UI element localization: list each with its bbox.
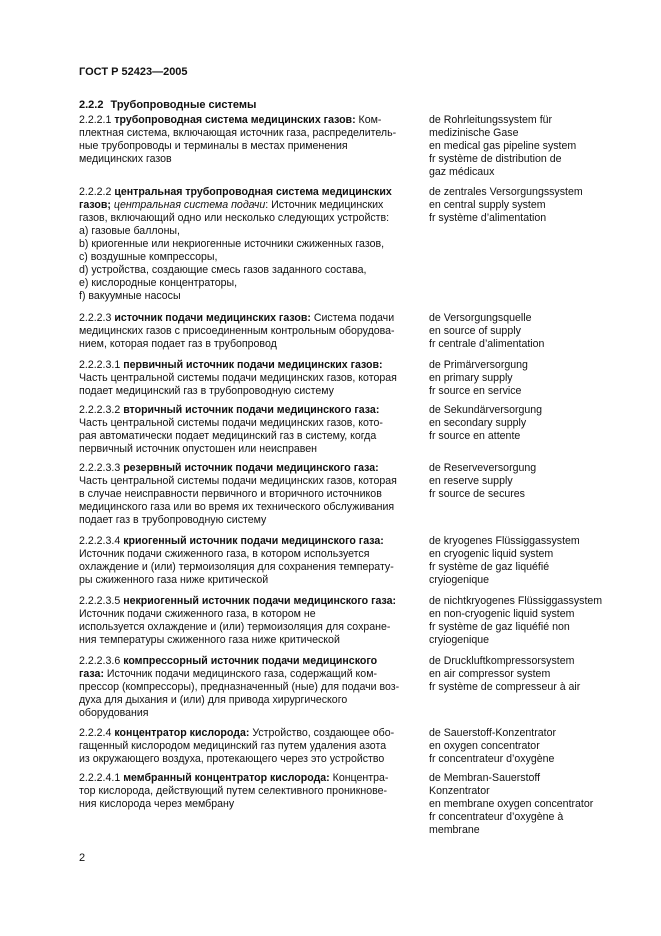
definition-text: 2.2.2.1 (79, 114, 115, 126)
definition-line (79, 430, 409, 443)
definition-line (79, 462, 409, 475)
term-translations (429, 727, 629, 766)
term-name: концентратор кислорода: (114, 727, 250, 739)
definition-line (79, 772, 409, 785)
translation-line: en oxygen concentrator (429, 740, 540, 752)
definition-text: ные трубопроводы и терминалы в местах применения (79, 140, 348, 152)
definition-text: подает медицинский газ в трубопроводную систему (79, 385, 334, 397)
term-translations (429, 462, 629, 501)
definition-text: гащенный кислородом медицинский газ путем удаления азота (79, 740, 387, 752)
definition-text: Источник подачи сжиженного газа, в котором используется (79, 548, 370, 560)
definition-text: рая автоматически подает медицинский газ в систему, когда (79, 430, 377, 442)
definition-text: 2.2.2.3.1 (79, 359, 124, 371)
definition-text: Часть центральной системы подачи медицинских газов, которая (79, 372, 397, 384)
term-translations (429, 595, 629, 647)
translation-line: en reserve supply (429, 475, 513, 487)
definition-text: подает газ в трубопроводную систему (79, 514, 267, 526)
translation-line: fr source de secures (429, 488, 525, 500)
term-definition-ru (79, 462, 409, 527)
translation-line: de zentrales Versorgungssystem (429, 186, 583, 198)
definition-line (79, 785, 409, 798)
definition-text: тор кислорода, действующий путем селективного проникнове- (79, 785, 388, 797)
definition-text: ния кислорода через мембрану (79, 798, 235, 810)
term-name: первичный источник подачи медицинских газов: (123, 359, 383, 371)
definition-line (79, 655, 409, 668)
translation-line: de Sauerstoff-Konzentrator (429, 727, 557, 739)
definition-line (79, 694, 409, 707)
term-definition-ru (79, 114, 409, 166)
definition-text: 2.2.2.3.6 (79, 655, 124, 667)
definition-line (79, 372, 409, 385)
term-name: некриогенный источник подачи медицинского газа: (123, 595, 397, 607)
definition-line (79, 595, 409, 608)
translation-line: de nichtkryogenes Flüssiggassystem (429, 595, 603, 607)
definition-text: Источник подачи медицинского газа, содержащий ком- (103, 668, 378, 680)
term-translations (429, 655, 629, 694)
definition-text: Источник подачи сжиженного газа, в котором не (79, 608, 316, 620)
translation-line: fr source en service (429, 385, 522, 397)
definition-line (79, 212, 409, 225)
term-definition-ru (79, 595, 409, 647)
definition-line (79, 153, 409, 166)
definition-line (79, 238, 409, 251)
translation-line: de Reserveversorgung (429, 462, 537, 474)
translation-line: en medical gas pipeline system (429, 140, 577, 152)
section-number: 2.2.2 (79, 99, 104, 111)
term-translations (429, 772, 629, 837)
definition-line (79, 548, 409, 561)
term-translations (429, 359, 629, 398)
definition-text: Часть центральной системы подачи медицинских газов, которая (79, 475, 397, 487)
definition-line (79, 277, 409, 290)
definition-text: оборудования (79, 707, 149, 719)
term-definition-ru (79, 535, 409, 587)
definition-text: 2.2.2.4 (79, 727, 115, 739)
translation-line: de Sekundärversorgung (429, 404, 543, 416)
definition-text: медицинских газов (79, 153, 172, 165)
translation-line: de Versorgungsquelle (429, 312, 532, 324)
translation-line: membrane (429, 824, 480, 836)
translation-line: medizinische Gase (429, 127, 519, 139)
translation-line: en secondary supply (429, 417, 527, 429)
translation-line: de Druckluftkompressorsystem (429, 655, 575, 667)
definition-text: из окружающего воздуха, протекающего через это устройство (79, 753, 385, 765)
definition-text: используется охлаждение и (или) термоизоляция для сохране- (79, 621, 391, 633)
definition-text: : Источник медицинских (265, 199, 384, 211)
definition-line (79, 621, 409, 634)
definition-line (79, 798, 409, 811)
definition-line (79, 501, 409, 514)
term-name: резервный источник подачи медицинского газа: (123, 462, 379, 474)
definition-line (79, 535, 409, 548)
translation-line: de Primärversorgung (429, 359, 528, 371)
definition-line (79, 681, 409, 694)
term-translations (429, 186, 629, 225)
translation-line: fr système d’alimentation (429, 212, 547, 224)
definition-line (79, 225, 409, 238)
definition-line (79, 199, 409, 212)
translation-line: fr système de gaz liquéfié non (429, 621, 570, 633)
translation-line: en source of supply (429, 325, 521, 337)
term-definition-ru (79, 727, 409, 766)
term-name: вторичный источник подачи медицинского газа: (123, 404, 380, 416)
definition-text: медицинских газов с присоединенным контрольным оборудова- (79, 325, 395, 337)
translation-line: fr centrale d’alimentation (429, 338, 545, 350)
definition-text: e) кислородные концентраторы, (79, 277, 238, 289)
definition-line (79, 443, 409, 456)
definition-line (79, 608, 409, 621)
definition-line (79, 127, 409, 140)
definition-line (79, 634, 409, 647)
term-translations (429, 535, 629, 587)
term-definition-ru (79, 186, 409, 303)
definition-text: 2.2.2.2 (79, 186, 115, 198)
definition-text: b) криогенные или некриогенные источники сжиженных газов, (79, 238, 385, 250)
term-name: мембранный концентратор кислорода: (123, 772, 330, 784)
definition-text: медицинского газа или во время их технического обслуживания (79, 501, 395, 513)
definition-line (79, 404, 409, 417)
translation-line: fr système de distribution de (429, 153, 562, 165)
translation-line: fr source en attente (429, 430, 521, 442)
term-synonym: центральная система подачи (113, 199, 266, 211)
translation-line: en air compressor system (429, 668, 551, 680)
term-translations (429, 312, 629, 351)
definition-text: a) газовые баллоны, (79, 225, 180, 237)
definition-line (79, 385, 409, 398)
translation-line: gaz médicaux (429, 166, 495, 178)
term-translations (429, 114, 629, 179)
translation-line: en central supply system (429, 199, 546, 211)
term-definition-ru (79, 312, 409, 351)
definition-line (79, 488, 409, 501)
definition-text: ры сжиженного газа ниже критической (79, 574, 269, 586)
term-name: трубопроводная система медицинских газов: (114, 114, 356, 126)
term-translations (429, 404, 629, 443)
definition-line (79, 290, 409, 303)
definition-text: c) воздушные компрессоры, (79, 251, 218, 263)
term-name: газа: (79, 668, 104, 680)
definition-text: ния температуры сжиженного газа ниже критической (79, 634, 340, 646)
definition-text: Концентра- (329, 772, 389, 784)
definition-text: 2.2.2.3.2 (79, 404, 124, 416)
definition-text: Устройство, создающее обо- (249, 727, 395, 739)
translation-line: fr concentrateur d’oxygène (429, 753, 555, 765)
term-definition-ru (79, 404, 409, 456)
definition-line (79, 251, 409, 264)
definition-line (79, 561, 409, 574)
definition-line (79, 114, 409, 127)
term-definition-ru (79, 655, 409, 720)
translation-line: fr système de gaz liquéfié (429, 561, 550, 573)
definition-text: Ком- (355, 114, 382, 126)
definition-line (79, 325, 409, 338)
definition-text: газов, включающий одно или несколько следующих устройств: (79, 212, 390, 224)
definition-line (79, 264, 409, 277)
translation-line: en cryogenic liquid system (429, 548, 554, 560)
definition-text: 2.2.2.3.3 (79, 462, 124, 474)
term-name: компрессорный источник подачи медицинского (123, 655, 378, 667)
definition-text: нием, которая подает газ в трубопровод (79, 338, 277, 350)
term-name: газов; (79, 199, 111, 211)
definition-text: плектная система, включающая источник газа, распределитель- (79, 127, 397, 139)
definition-text: 2.2.2.3.4 (79, 535, 124, 547)
translation-line: en membrane oxygen concentrator (429, 798, 594, 810)
definition-line (79, 514, 409, 527)
definition-text: духа для дыхания и (или) для привода хирургического (79, 694, 348, 706)
definition-text: в случае неисправности первичного и вторичного источников (79, 488, 382, 500)
definition-text: прессор (компрессоры), предназначенный (ные) для подачи воз- (79, 681, 400, 693)
term-name: источник подачи медицинских газов: (114, 312, 311, 324)
definition-text: Система подачи (310, 312, 395, 324)
definition-text: 2.2.2.3 (79, 312, 115, 324)
definition-line (79, 475, 409, 488)
translation-line: cryiogenique (429, 574, 490, 586)
definition-text: 2.2.2.3.5 (79, 595, 124, 607)
definition-text: Часть центральной системы подачи медицинских газов, кото- (79, 417, 383, 429)
definition-text: первичный источник опустошен или неисправен (79, 443, 317, 455)
definition-text: 2.2.2.4.1 (79, 772, 124, 784)
translation-line: cryiogenique (429, 634, 490, 646)
translation-line: de Membran-Sauerstoff (429, 772, 541, 784)
translation-line: fr concentrateur d’oxygène à (429, 811, 564, 823)
definition-text: f) вакуумные насосы (79, 290, 181, 302)
section-heading (79, 99, 256, 112)
term-definition-ru (79, 359, 409, 398)
definition-line (79, 140, 409, 153)
translation-line: en primary supply (429, 372, 513, 384)
definition-line (79, 312, 409, 325)
translation-line: fr système de compresseur à air (429, 681, 581, 693)
definition-line (79, 707, 409, 720)
term-name: центральная трубопроводная система медицинских (114, 186, 392, 198)
definition-line (79, 668, 409, 681)
definition-line (79, 186, 409, 199)
page-number: 2 (79, 852, 86, 864)
definition-line (79, 727, 409, 740)
definition-text: охлаждение и (или) термоизоляция для сохранения температу- (79, 561, 394, 573)
translation-line: en non-cryogenic liquid system (429, 608, 575, 620)
definition-line (79, 338, 409, 351)
translation-line: de Rohrleitungssystem für (429, 114, 553, 126)
definition-line (79, 417, 409, 430)
document-header: ГОСТ Р 52423—2005 (79, 66, 188, 78)
definition-line (79, 740, 409, 753)
term-definition-ru (79, 772, 409, 811)
translation-line: Konzentrator (429, 785, 490, 797)
definition-line (79, 574, 409, 587)
definition-text: d) устройства, создающие смесь газов заданного состава, (79, 264, 367, 276)
term-name: криогенный источник подачи медицинского газа: (123, 535, 384, 547)
section-title: Трубопроводные системы (110, 99, 257, 111)
definition-line (79, 753, 409, 766)
definition-line (79, 359, 409, 372)
translation-line: de kryogenes Flüssiggassystem (429, 535, 580, 547)
